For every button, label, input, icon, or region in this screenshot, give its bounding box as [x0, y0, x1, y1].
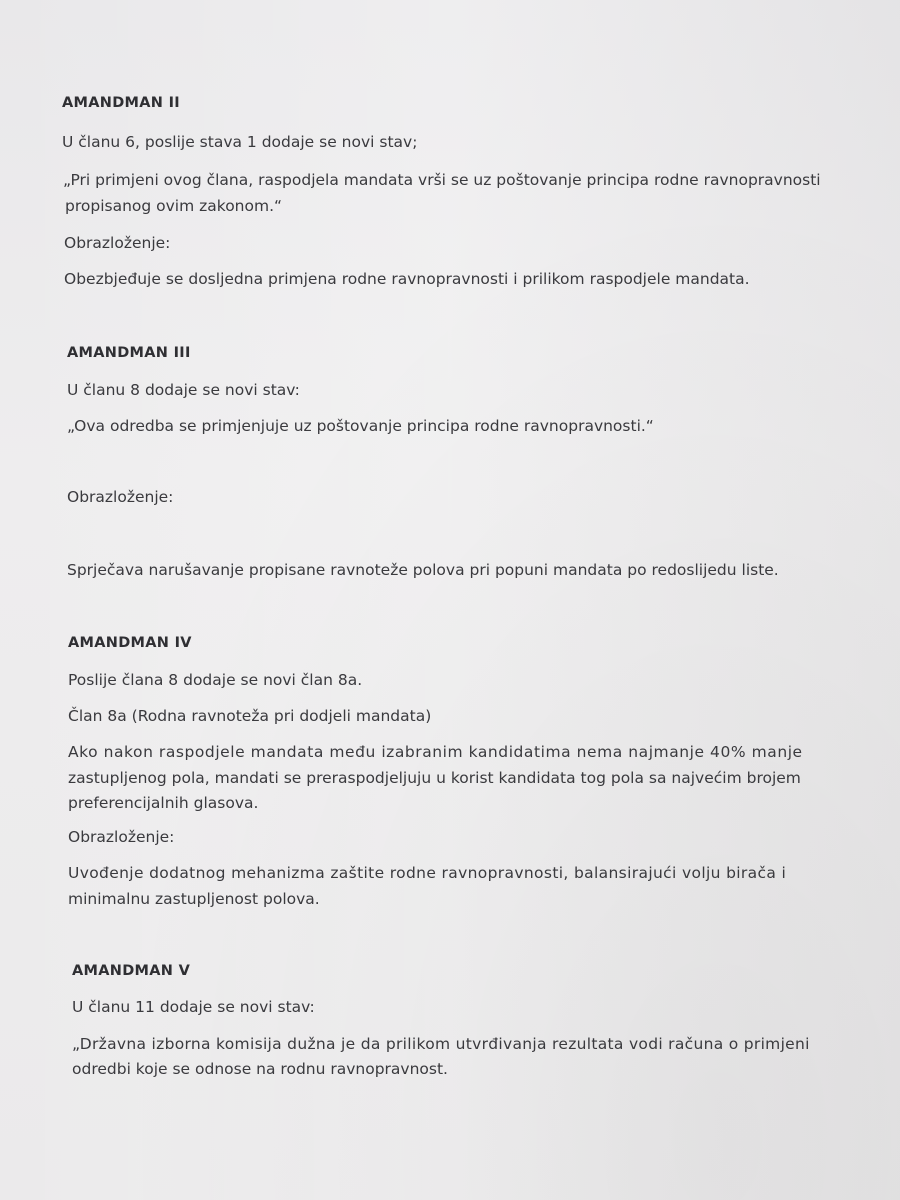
amendment-2-quote-line-2: propisanog ovim zakonom.“ [65, 197, 283, 215]
amendment-3-rationale-label: Obrazloženje: [67, 488, 174, 506]
amendment-2-rationale: Obezbjeđuje se dosljedna primjena rodne ravnopravnosti i prilikom raspodjele mandata. [64, 270, 750, 288]
amendment-5-intro: U članu 11 dodaje se novi stav: [72, 998, 315, 1016]
amendment-4-article-title: Član 8a (Rodna ravnoteža pri dodjeli mandata) [68, 707, 432, 725]
amendment-5-quote-line-1: „Državna izborna komisija dužna je da prilikom utvrđivanja rezultata vodi računa o primjeni [72, 1035, 810, 1053]
amendment-3-title: AMANDMAN III [67, 345, 191, 361]
amendment-2-rationale-label: Obrazloženje: [64, 234, 171, 252]
amendment-4-text-line-3: preferencijalnih glasova. [68, 794, 259, 812]
amendment-4-intro: Poslije člana 8 dodaje se novi član 8a. [68, 671, 363, 689]
amendment-5-quote-line-2: odredbi koje se odnose na rodnu ravnopravnost. [72, 1060, 448, 1078]
amendment-2-intro: U članu 6, poslije stava 1 dodaje se novi stav; [62, 133, 418, 151]
amendment-3-rationale: Sprječava narušavanje propisane ravnoteže polova pri popuni mandata po redoslijedu liste. [67, 561, 779, 579]
amendment-4-rationale-label: Obrazloženje: [68, 828, 175, 846]
amendment-3-quote: „Ova odredba se primjenjuje uz poštovanje principa rodne ravnopravnosti.“ [67, 417, 654, 435]
amendment-5-title: AMANDMAN V [72, 963, 191, 979]
amendment-4-title: AMANDMAN IV [68, 635, 192, 651]
amendment-4-rationale-line-2: minimalnu zastupljenost polova. [68, 890, 320, 908]
amendment-2-title: AMANDMAN II [62, 95, 180, 111]
amendment-4-text-line-1: Ako nakon raspodjele mandata među izabranim kandidatima nema najmanje 40% manje [68, 743, 803, 761]
amendment-4-text-line-2: zastupljenog pola, mandati se preraspodjeljuju u korist kandidata tog pola sa najvećim brojem [68, 769, 801, 787]
amendment-2-quote-line-1: „Pri primjeni ovog člana, raspodjela mandata vrši se uz poštovanje principa rodne ravnopravnosti [63, 171, 821, 189]
amendment-3-intro: U članu 8 dodaje se novi stav: [67, 381, 300, 399]
amendment-4-rationale-line-1: Uvođenje dodatnog mehanizma zaštite rodne ravnopravnosti, balansirajući volju birača i [68, 864, 787, 882]
